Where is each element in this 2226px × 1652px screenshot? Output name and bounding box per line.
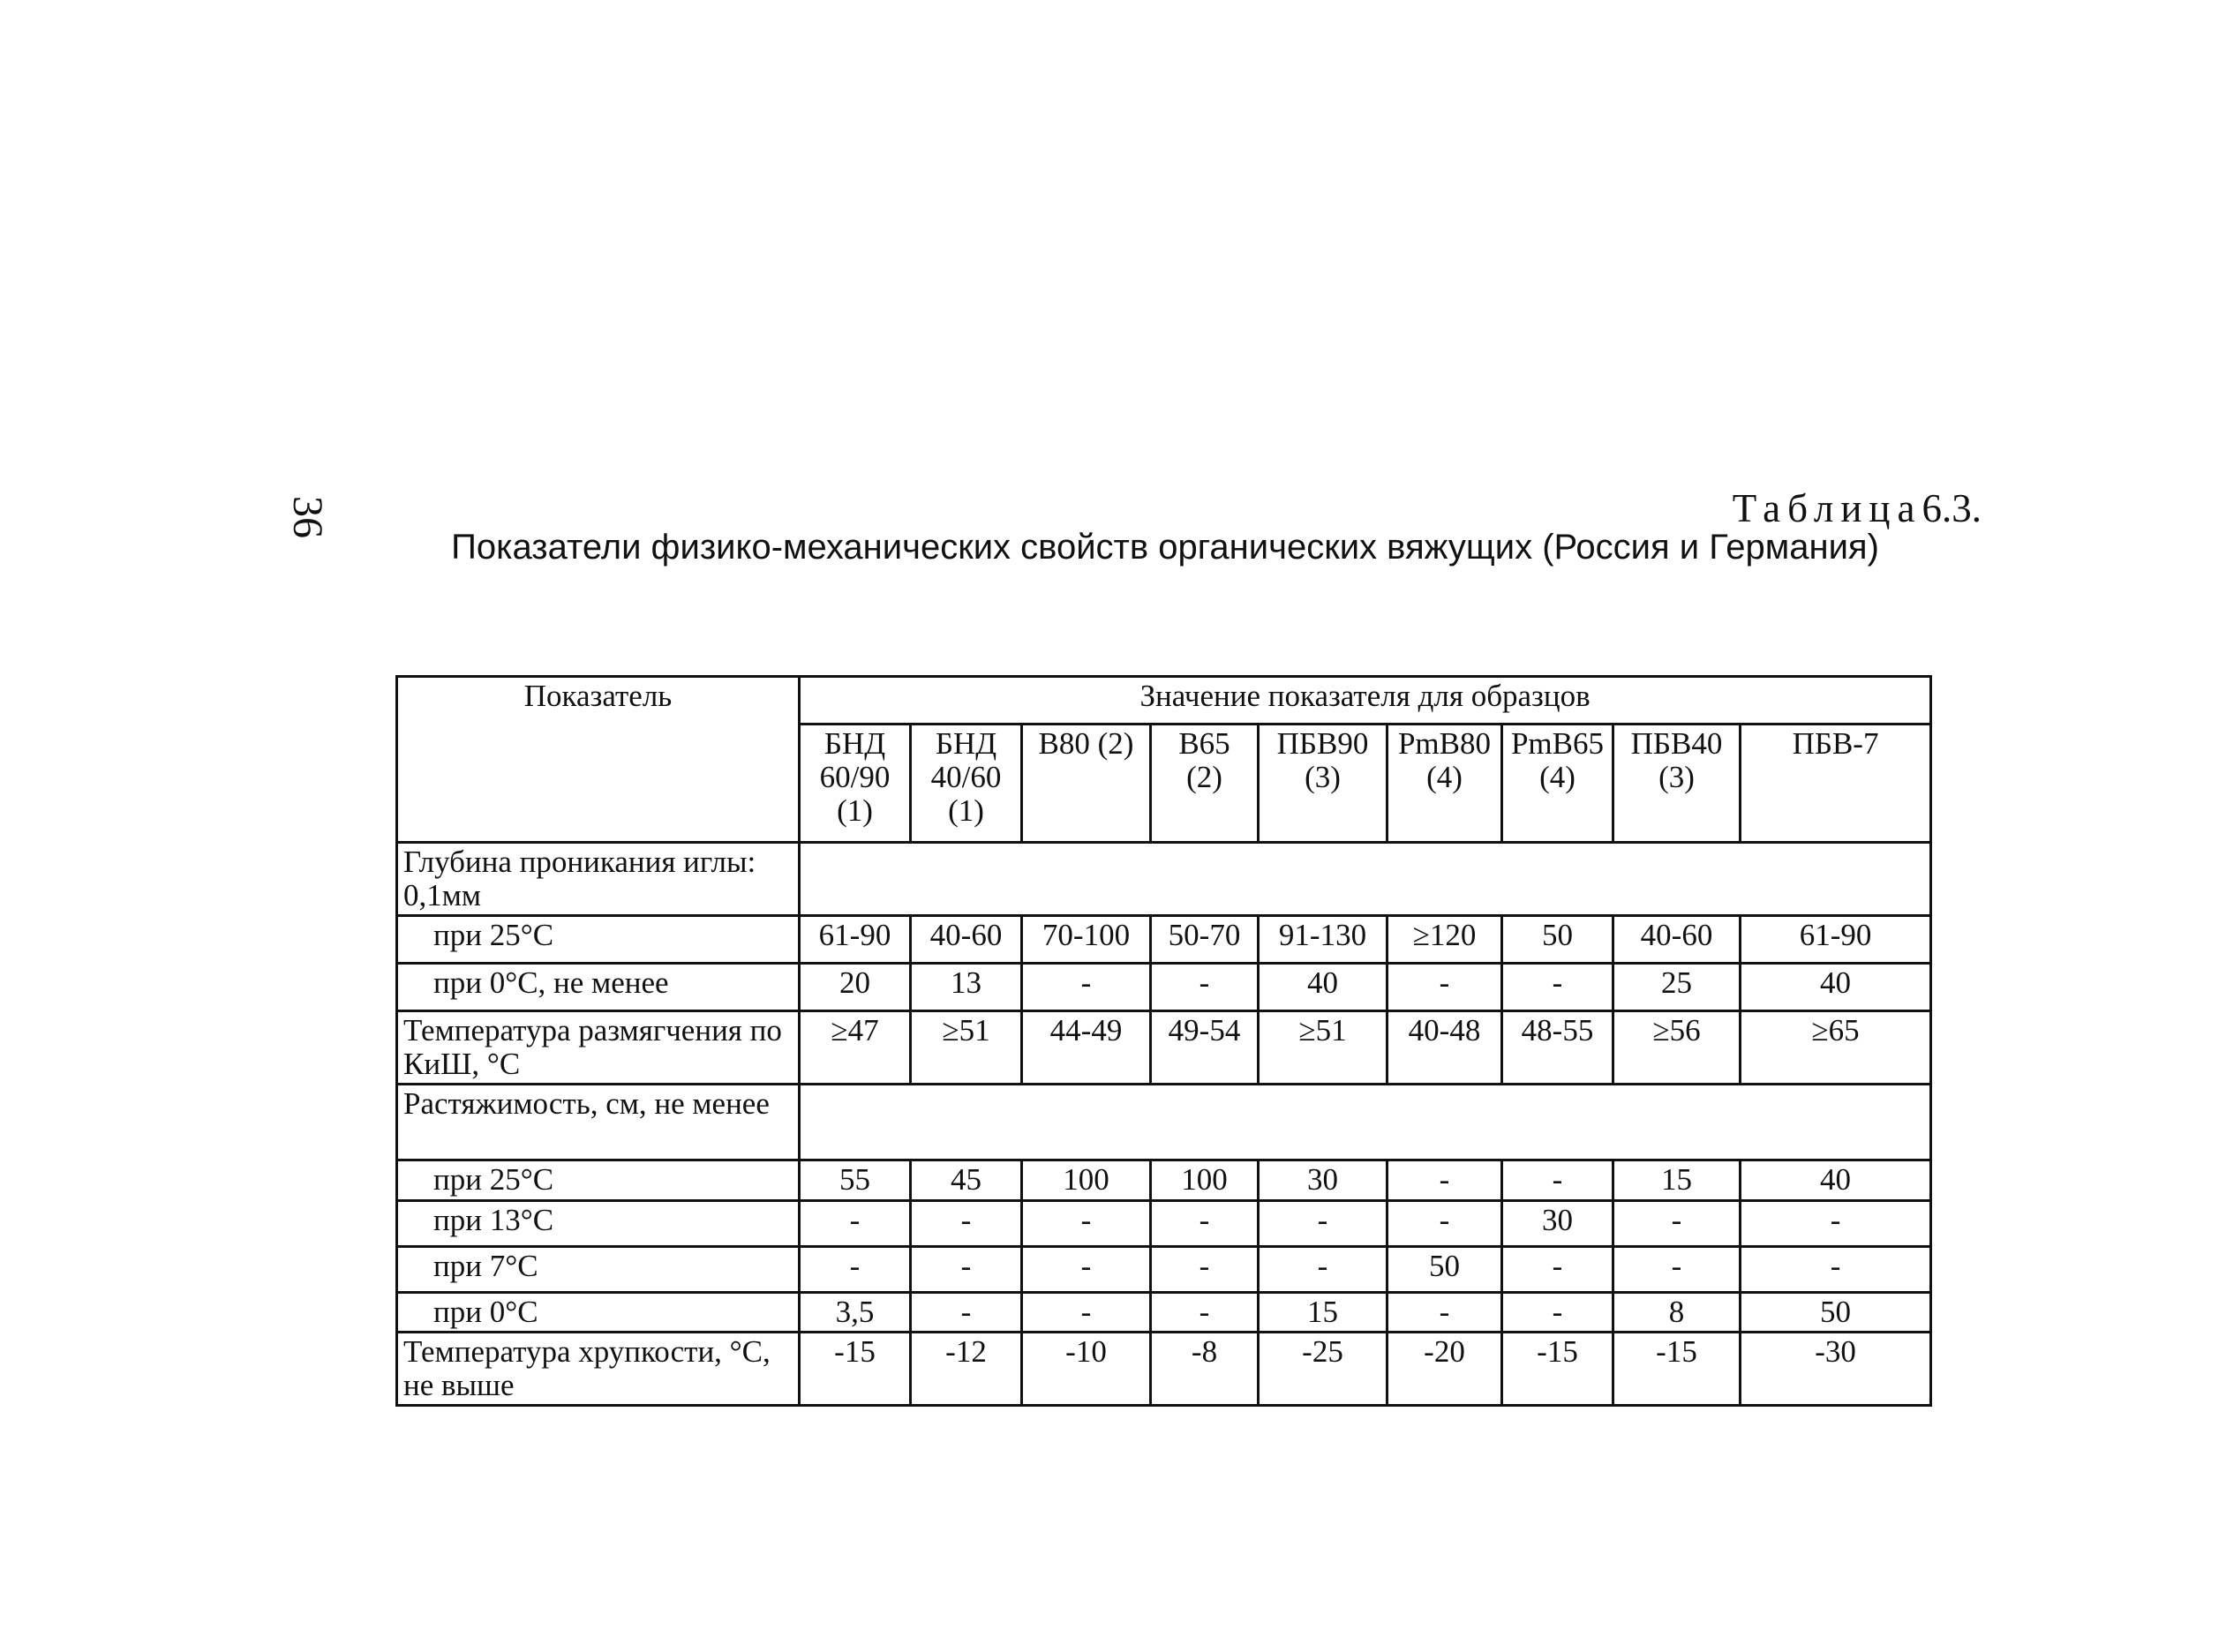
header-sample-line: (1) bbox=[837, 793, 873, 828]
row-label: Температура размягчения по КиШ, °С bbox=[397, 1011, 800, 1085]
value-cell: - bbox=[1502, 964, 1613, 1011]
value-cell: 15 bbox=[1613, 1160, 1741, 1201]
value-cell: 70-100 bbox=[1022, 916, 1151, 964]
header-sample-8 bbox=[1741, 725, 1931, 843]
value-cell: 30 bbox=[1259, 1160, 1387, 1201]
header-sample-line: PmВ80 bbox=[1397, 726, 1492, 761]
value-cell: 8 bbox=[1613, 1293, 1741, 1333]
section-spacer-cell bbox=[800, 843, 1931, 916]
header-sample-line: БНД bbox=[823, 726, 886, 761]
header-sample-line: (3) bbox=[1658, 760, 1695, 794]
row-label: при 7°С bbox=[397, 1247, 800, 1293]
header-sample-line: (4) bbox=[1539, 760, 1575, 794]
section-spacer-cell bbox=[800, 1085, 1931, 1160]
value-cell: 48-55 bbox=[1502, 1011, 1613, 1085]
table-row bbox=[397, 843, 1931, 916]
table-row bbox=[397, 1011, 1931, 1085]
value-cell: 50 bbox=[1387, 1247, 1502, 1293]
value-cell: 25 bbox=[1613, 964, 1741, 1011]
properties-table bbox=[395, 675, 1932, 1407]
table-row bbox=[397, 1201, 1931, 1247]
value-cell: 50 bbox=[1741, 1293, 1931, 1333]
value-cell: - bbox=[1022, 1247, 1151, 1293]
value-cell: 55 bbox=[800, 1160, 911, 1201]
row-label: при 25°С bbox=[397, 916, 800, 964]
value-cell: - bbox=[800, 1201, 911, 1247]
value-cell: ≥47 bbox=[800, 1011, 911, 1085]
value-cell: - bbox=[1259, 1247, 1387, 1293]
header-sample-line: В80 (2) bbox=[1038, 726, 1134, 761]
value-cell: 30 bbox=[1502, 1201, 1613, 1247]
value-cell: 61-90 bbox=[1741, 916, 1931, 964]
value-cell: ≥65 bbox=[1741, 1011, 1931, 1085]
value-cell: 15 bbox=[1259, 1293, 1387, 1333]
value-cell: -20 bbox=[1387, 1333, 1502, 1406]
value-cell: 40-60 bbox=[911, 916, 1022, 964]
value-cell: - bbox=[800, 1247, 911, 1293]
table-label-number: 6.3. bbox=[1921, 486, 1982, 530]
row-label: при 0°С bbox=[397, 1293, 800, 1333]
value-cell: 40-60 bbox=[1613, 916, 1741, 964]
header-sample-0 bbox=[800, 725, 911, 843]
value-cell: - bbox=[1151, 964, 1259, 1011]
value-cell: - bbox=[1387, 1293, 1502, 1333]
header-sample-group: Значение показателя для образцов bbox=[800, 677, 1931, 725]
table-body bbox=[397, 843, 1931, 1406]
header-sample-line: ПБВ40 bbox=[1630, 726, 1723, 761]
value-cell: 45 bbox=[911, 1160, 1022, 1201]
table-row bbox=[397, 1247, 1931, 1293]
value-cell: 40-48 bbox=[1387, 1011, 1502, 1085]
value-cell: - bbox=[1022, 1293, 1151, 1333]
value-cell: ≥56 bbox=[1613, 1011, 1741, 1085]
value-cell: - bbox=[1151, 1293, 1259, 1333]
value-cell: 13 bbox=[911, 964, 1022, 1011]
table-row bbox=[397, 1160, 1931, 1201]
header-sample-line: (2) bbox=[1186, 760, 1222, 794]
document-title: Показатели физико-механических свойств органических вяжущих (Россия и Германия) bbox=[451, 528, 1879, 567]
page-number: 36 bbox=[284, 496, 331, 538]
value-cell: - bbox=[1022, 1201, 1151, 1247]
header-sample-line: В65 bbox=[1178, 726, 1230, 761]
header-sample-2 bbox=[1022, 725, 1151, 843]
header-sample-4 bbox=[1259, 725, 1387, 843]
value-cell: -8 bbox=[1151, 1333, 1259, 1406]
value-cell: - bbox=[1502, 1293, 1613, 1333]
table-row bbox=[397, 1085, 1931, 1160]
value-cell: -15 bbox=[800, 1333, 911, 1406]
value-cell: 100 bbox=[1151, 1160, 1259, 1201]
header-sample-5 bbox=[1387, 725, 1502, 843]
value-cell: -12 bbox=[911, 1333, 1022, 1406]
value-cell: - bbox=[1259, 1201, 1387, 1247]
value-cell: - bbox=[1613, 1201, 1741, 1247]
table-row bbox=[397, 1293, 1931, 1333]
table-row bbox=[397, 916, 1931, 964]
header-sample-7 bbox=[1613, 725, 1741, 843]
value-cell: - bbox=[1151, 1247, 1259, 1293]
value-cell: 50-70 bbox=[1151, 916, 1259, 964]
value-cell: 3,5 bbox=[800, 1293, 911, 1333]
value-cell: -10 bbox=[1022, 1333, 1151, 1406]
value-cell: -25 bbox=[1259, 1333, 1387, 1406]
value-cell: - bbox=[911, 1201, 1022, 1247]
value-cell: - bbox=[1151, 1201, 1259, 1247]
header-sample-line: PmВ65 bbox=[1510, 726, 1605, 761]
value-cell: - bbox=[1022, 964, 1151, 1011]
value-cell: -15 bbox=[1502, 1333, 1613, 1406]
value-cell: - bbox=[1502, 1247, 1613, 1293]
header-sample-line: 60/90 bbox=[819, 760, 891, 794]
table-row bbox=[397, 964, 1931, 1011]
value-cell: 44-49 bbox=[1022, 1011, 1151, 1085]
value-cell: - bbox=[911, 1247, 1022, 1293]
value-cell: 40 bbox=[1259, 964, 1387, 1011]
value-cell: - bbox=[1613, 1247, 1741, 1293]
value-cell: ≥51 bbox=[1259, 1011, 1387, 1085]
value-cell: 40 bbox=[1741, 964, 1931, 1011]
value-cell: 91-130 bbox=[1259, 916, 1387, 964]
row-label: при 13°С bbox=[397, 1201, 800, 1247]
header-sample-line: (3) bbox=[1305, 760, 1341, 794]
value-cell: - bbox=[911, 1293, 1022, 1333]
value-cell: 50 bbox=[1502, 916, 1613, 964]
row-label: Глубина проникания иглы: 0,1мм bbox=[397, 843, 800, 916]
value-cell: 49-54 bbox=[1151, 1011, 1259, 1085]
value-cell: - bbox=[1502, 1160, 1613, 1201]
value-cell: -15 bbox=[1613, 1333, 1741, 1406]
value-cell: - bbox=[1387, 1160, 1502, 1201]
value-cell: ≥120 bbox=[1387, 916, 1502, 964]
value-cell: - bbox=[1741, 1201, 1931, 1247]
header-sample-line: 40/60 bbox=[930, 760, 1002, 794]
header-sample-line: (4) bbox=[1426, 760, 1463, 794]
value-cell: 61-90 bbox=[800, 916, 911, 964]
header-sample-line: ПБВ-7 bbox=[1792, 726, 1879, 761]
table-label bbox=[1733, 485, 1982, 531]
header-sample-3 bbox=[1151, 725, 1259, 843]
table-row bbox=[397, 1333, 1931, 1406]
row-label: при 25°С bbox=[397, 1160, 800, 1201]
value-cell: - bbox=[1387, 1201, 1502, 1247]
value-cell: -30 bbox=[1741, 1333, 1931, 1406]
value-cell: 20 bbox=[800, 964, 911, 1011]
value-cell: - bbox=[1741, 1247, 1931, 1293]
table-label-word: Таблица bbox=[1732, 486, 1922, 530]
header-sample-6 bbox=[1502, 725, 1613, 843]
value-cell: ≥51 bbox=[911, 1011, 1022, 1085]
header-sample-line: ПБВ90 bbox=[1276, 726, 1369, 761]
row-label: Температура хрупкости, °С, не выше bbox=[397, 1333, 800, 1406]
row-label: при 0°С, не менее bbox=[397, 964, 800, 1011]
header-sample-line: БНД bbox=[935, 726, 997, 761]
value-cell: 40 bbox=[1741, 1160, 1931, 1201]
value-cell: 100 bbox=[1022, 1160, 1151, 1201]
header-sample-line: (1) bbox=[948, 793, 984, 828]
row-label: Растяжимость, см, не менее bbox=[397, 1085, 800, 1160]
header-sample-1 bbox=[911, 725, 1022, 843]
header-indicator: Показатель bbox=[397, 677, 800, 843]
header-row-group bbox=[397, 677, 1931, 725]
value-cell: - bbox=[1387, 964, 1502, 1011]
